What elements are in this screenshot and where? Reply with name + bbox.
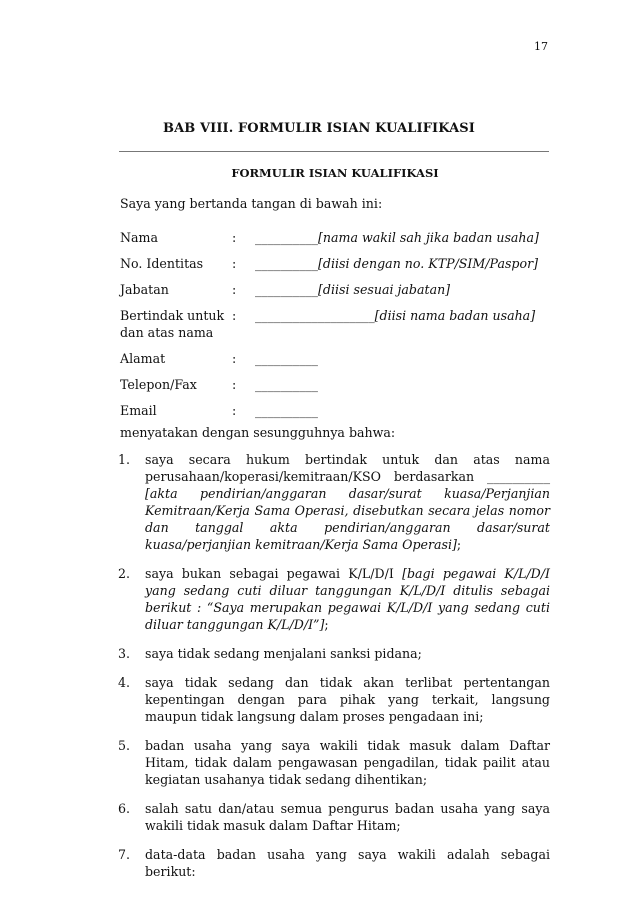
item-text <box>145 846 550 880</box>
field-note: [diisi dengan no. KTP/SIM/Paspor] <box>317 256 539 271</box>
item-number: 1. <box>118 452 131 467</box>
field-blank: __________ <box>255 351 318 366</box>
field-row-jabatan <box>120 281 550 298</box>
item-text-plain: saya secara hukum bertindak untuk dan atas nama perusahaan/koperasi/kemitraan/KSO berdasarkan __________ <box>145 452 550 484</box>
list-item <box>118 737 550 788</box>
field-colon: : <box>232 308 237 323</box>
field-colon: : <box>232 282 237 297</box>
field-label: Jabatan <box>120 282 169 297</box>
field-note: [nama wakil sah jika badan usaha] <box>317 230 539 245</box>
item-number: 3. <box>118 646 131 661</box>
field-value <box>255 255 550 272</box>
item-text-plain: badan usaha yang saya wakili tidak masuk dalam Daftar Hitam, tidak dalam pengawasan pengadilan, tidak pailit atau kegiatan usahanya tidak sedang dihentikan; <box>145 738 550 787</box>
field-label: No. Identitas <box>120 256 204 271</box>
item-number: 7. <box>118 847 131 862</box>
field-row-bertindak <box>120 307 550 341</box>
horizontal-divider <box>119 151 549 152</box>
field-colon: : <box>232 403 237 418</box>
chapter-title: BAB VIII. FORMULIR ISIAN KUALIFIKASI <box>163 121 475 136</box>
form-title: FORMULIR ISIAN KUALIFIKASI <box>231 166 439 180</box>
list-item <box>118 645 550 662</box>
field-row-nama <box>120 229 550 246</box>
field-colon: : <box>232 351 237 366</box>
item-text <box>145 645 550 662</box>
field-row-no-identitas <box>120 255 550 272</box>
item-text <box>145 451 550 553</box>
list-item <box>118 846 550 880</box>
field-blank: __________ <box>255 377 318 392</box>
field-row-telepon <box>120 376 550 393</box>
item-text-plain: saya bukan sebagai pegawai K/L/D/I <box>145 566 403 581</box>
item-text-plain: saya tidak sedang menjalani sanksi pidana; <box>145 646 422 661</box>
identity-fields <box>120 229 550 428</box>
field-value <box>255 229 550 246</box>
item-text <box>145 674 550 725</box>
intro-text: Saya yang bertanda tangan di bawah ini: <box>120 196 383 211</box>
field-blank: __________ <box>255 403 318 418</box>
item-text <box>145 800 550 834</box>
item-text-italic: [bagi pegawai K/L/D/I yang sedang cuti diluar tanggungan K/L/D/I ditulis sebagai berikut : “Saya merupakan pegawai K/L/D/I yang sedang cuti diluar tanggungan K/L/D/I”] <box>145 566 550 632</box>
item-text-plain: data-data badan usaha yang saya wakili adalah sebagai berikut: <box>145 847 550 879</box>
item-text-plain: saya tidak sedang dan tidak akan terlibat pertentangan kepentingan dengan para pihak yang terkait, langsung maupun tidak langsung dalam proses pengadaan ini; <box>145 675 550 724</box>
field-colon: : <box>232 230 237 245</box>
field-note: [diisi nama badan usaha] <box>374 308 536 323</box>
item-text-end: ; <box>324 617 329 632</box>
field-blank: __________ <box>255 256 318 271</box>
page-number: 17 <box>534 40 548 53</box>
item-text-end: ; <box>456 537 462 552</box>
field-value <box>255 307 550 341</box>
field-label: Nama <box>120 230 158 245</box>
item-text <box>145 565 550 633</box>
field-row-email <box>120 402 550 419</box>
field-label: Email <box>120 403 157 418</box>
item-number: 5. <box>118 738 131 753</box>
field-colon: : <box>232 377 237 392</box>
field-label: Alamat <box>120 351 166 366</box>
field-value <box>255 402 550 419</box>
field-note: [diisi sesuai jabatan] <box>317 282 451 297</box>
declaration-list <box>118 451 550 892</box>
list-item <box>118 565 550 633</box>
field-value <box>255 376 550 393</box>
field-row-alamat <box>120 350 550 367</box>
field-label: Telepon/Fax <box>120 377 197 392</box>
field-blank: __________ <box>255 230 318 245</box>
field-blank: __________ <box>255 282 318 297</box>
list-item <box>118 674 550 725</box>
list-item <box>118 451 550 553</box>
item-number: 6. <box>118 801 131 816</box>
field-value <box>255 281 550 298</box>
item-text-plain: salah satu dan/atau semua pengurus badan usaha yang saya wakili tidak masuk dalam Daftar Hitam; <box>145 801 550 833</box>
field-value <box>255 350 550 367</box>
list-item <box>118 800 550 834</box>
field-blank: ___________________ <box>255 308 375 323</box>
item-text <box>145 737 550 788</box>
item-number: 2. <box>118 566 131 581</box>
item-number: 4. <box>118 675 131 690</box>
item-text-italic: [akta pendirian/anggaran dasar/surat kuasa/Perjanjian Kemitraan/Kerja Sama Operasi, disebutkan secara jelas nomor dan tanggal akta pendirian/anggaran dasar/surat kuasa/perjanjian kemitraan/Kerja Sama Operasi] <box>145 486 550 552</box>
field-colon: : <box>232 256 237 271</box>
field-label: Bertindak untuk dan atas nama <box>120 308 225 340</box>
statement-text: menyatakan dengan sesungguhnya bahwa: <box>120 425 396 440</box>
